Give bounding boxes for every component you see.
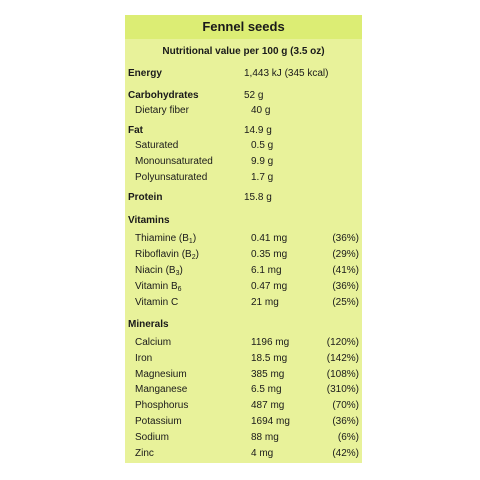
row-energy [125, 66, 362, 82]
nutrition-infobox [125, 15, 362, 463]
fat-label: Fat [128, 125, 143, 136]
zinc-value: 4 mg [251, 448, 274, 459]
vitamins-header [125, 213, 362, 229]
saturated-label: Saturated [135, 140, 179, 151]
row-fat [125, 123, 362, 139]
row-carbohydrates [125, 88, 362, 104]
zinc-label: Zinc [135, 448, 154, 459]
sodium-value: 88 mg [251, 432, 279, 443]
iron-value: 18.5 mg [251, 353, 288, 364]
row-dietary-fiber [125, 103, 362, 119]
potassium-value: 1694 mg [251, 416, 290, 427]
row-protein [125, 190, 362, 206]
monounsaturated-value: 9.9 g [251, 156, 274, 167]
manganese-value: 6.5 mg [251, 384, 282, 395]
row-sodium [125, 430, 362, 446]
monounsaturated-label: Monounsaturated [135, 156, 213, 167]
row-niacin [125, 263, 362, 279]
dietary-fiber-label: Dietary fiber [135, 105, 189, 116]
zinc-daily-value: (42%) [332, 448, 359, 459]
calcium-value: 1196 mg [251, 337, 290, 348]
row-vitamin-c [125, 295, 362, 311]
thiamine-value: 0.41 mg [251, 233, 288, 244]
row-polyunsaturated [125, 170, 362, 186]
polyunsaturated-value: 1.7 g [251, 172, 274, 183]
carbohydrates-label: Carbohydrates [128, 90, 199, 101]
riboflavin-value: 0.35 mg [251, 249, 288, 260]
manganese-label: Manganese [135, 384, 188, 395]
magnesium-value: 385 mg [251, 369, 285, 380]
sodium-daily-value: (6%) [337, 432, 359, 443]
iron-daily-value: (142%) [326, 353, 359, 364]
potassium-daily-value: (36%) [332, 416, 359, 427]
row-zinc [125, 446, 362, 462]
energy-label: Energy [128, 68, 162, 79]
manganese-daily-value: (310%) [326, 384, 359, 395]
phosphorus-label: Phosphorus [135, 400, 189, 411]
row-calcium [125, 335, 362, 351]
minerals-header [125, 317, 362, 333]
row-potassium [125, 414, 362, 430]
thiamine-daily-value: (36%) [332, 233, 359, 244]
vitamin-c-daily-value: (25%) [332, 297, 359, 308]
calcium-daily-value: (120%) [326, 337, 359, 348]
protein-label: Protein [128, 192, 163, 203]
riboflavin-daily-value: (29%) [332, 249, 359, 260]
vitamin-c-label: Vitamin C [135, 297, 179, 308]
row-riboflavin [125, 247, 362, 263]
phosphorus-value: 487 mg [251, 400, 285, 411]
niacin-label: Niacin $(B_3)$ [135, 265, 183, 277]
niacin-daily-value: (41%) [332, 265, 359, 276]
row-thiamine [125, 231, 362, 247]
vitamin-b6-label: Vitamin $B_6$ [135, 281, 182, 293]
row-saturated [125, 138, 362, 154]
magnesium-daily-value: (108%) [326, 369, 359, 380]
carbohydrates-value: 52 g [244, 90, 264, 101]
vitamin-b6-value: 0.47 mg [251, 281, 288, 292]
energy-value: 1,443 kJ (345 kcal) [244, 68, 329, 79]
sodium-label: Sodium [135, 432, 169, 443]
iron-label: Iron [135, 353, 153, 364]
row-phosphorus [125, 398, 362, 414]
vitamin-c-value: 21 mg [251, 297, 279, 308]
row-iron [125, 351, 362, 367]
infobox-title: Fennel seeds [125, 15, 362, 39]
thiamine-label: Thiamine $(B_1)$ [135, 233, 197, 245]
minerals-label: Minerals [128, 319, 169, 330]
vitamin-b6-daily-value: (36%) [332, 281, 359, 292]
potassium-label: Potassium [135, 416, 182, 427]
polyunsaturated-label: Polyunsaturated [135, 172, 208, 183]
vitamins-label: Vitamins [128, 215, 170, 226]
nutrition-subtitle: Nutritional value per 100 g (3.5 oz) [162, 46, 325, 57]
niacin-value: 6.1 mg [251, 265, 282, 276]
row-monounsaturated [125, 154, 362, 170]
row-magnesium [125, 367, 362, 383]
phosphorus-daily-value: (70%) [332, 400, 359, 411]
dietary-fiber-value: 40 g [251, 105, 271, 116]
riboflavin-label: Riboflavin $(B_2)$ [135, 249, 199, 261]
saturated-value: 0.5 g [251, 140, 274, 151]
row-vitamin-b6 [125, 279, 362, 295]
protein-value: 15.8 g [244, 192, 272, 203]
magnesium-label: Magnesium [135, 369, 187, 380]
row-manganese [125, 382, 362, 398]
calcium-label: Calcium [135, 337, 172, 348]
fat-value: 14.9 g [244, 125, 272, 136]
